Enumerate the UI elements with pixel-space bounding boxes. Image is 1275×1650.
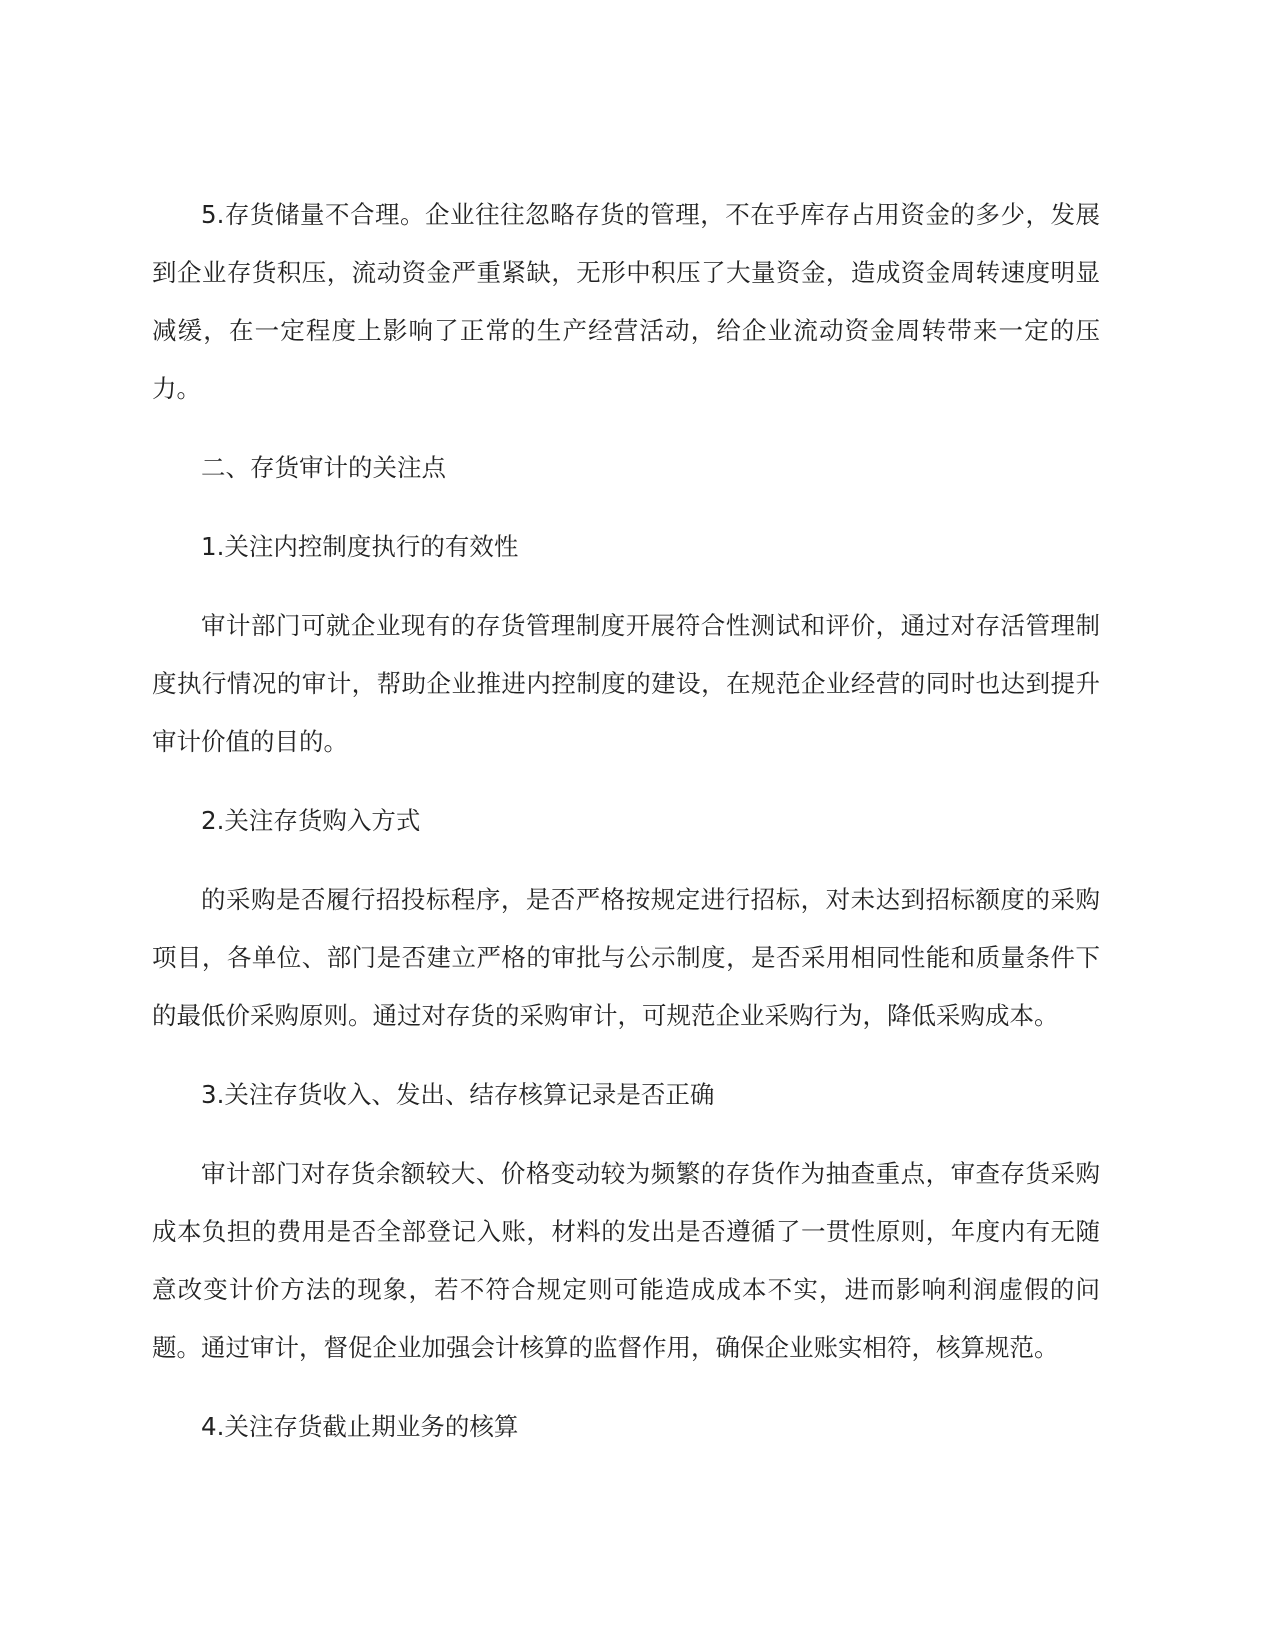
subheading-cutoff: 4.关注存货截止期业务的核算 [201, 1412, 519, 1441]
paragraph-accounting-records: 审计部门对存货余额较大、价格变动较为频繁的存货作为抽查重点，审查存货采购成本负担的费用是否全部登记入账，材料的发出是否遵循了一贯性原则，年度内有无随意改变计价方法的现象，若不符合规定则可能造成成本不实，进而影响利润虚假的问题。通过审计，督促企业加强会计核算的监督作用，确保企业账实相符，核算规范。 [152, 1159, 1100, 1362]
paragraph-internal-control: 审计部门可就企业现有的存货管理制度开展符合性测试和评价，通过对存活管理制度执行情况的审计，帮助企业推进内控制度的建设，在规范企业经营的同时也达到提升审计价值的目的。 [152, 611, 1100, 756]
subheading-purchase-method: 2.关注存货购入方式 [201, 806, 421, 835]
subheading-internal-control: 1.关注内控制度执行的有效性 [201, 532, 519, 561]
document-body [152, 186, 1100, 1477]
subheading-accounting-records: 3.关注存货收入、发出、结存核算记录是否正确 [201, 1080, 715, 1109]
paragraph-purchase-method: 的采购是否履行招投标程序，是否严格按规定进行招标，对未达到招标额度的采购项目，各单位、部门是否建立严格的审批与公示制度，是否采用相同性能和质量条件下的最低价采购原则。通过对存货的采购审计，可规范企业采购行为，降低采购成本。 [152, 885, 1100, 1030]
paragraph-inventory-storage: 5.存货储量不合理。企业往往忽略存货的管理，不在乎库存占用资金的多少，发展到企业存货积压，流动资金严重紧缺，无形中积压了大量资金，造成资金周转速度明显减缓，在一定程度上影响了正常的生产经营活动，给企业流动资金周转带来一定的压力。 [152, 200, 1100, 403]
section-heading-audit-focus: 二、存货审计的关注点 [201, 453, 446, 482]
